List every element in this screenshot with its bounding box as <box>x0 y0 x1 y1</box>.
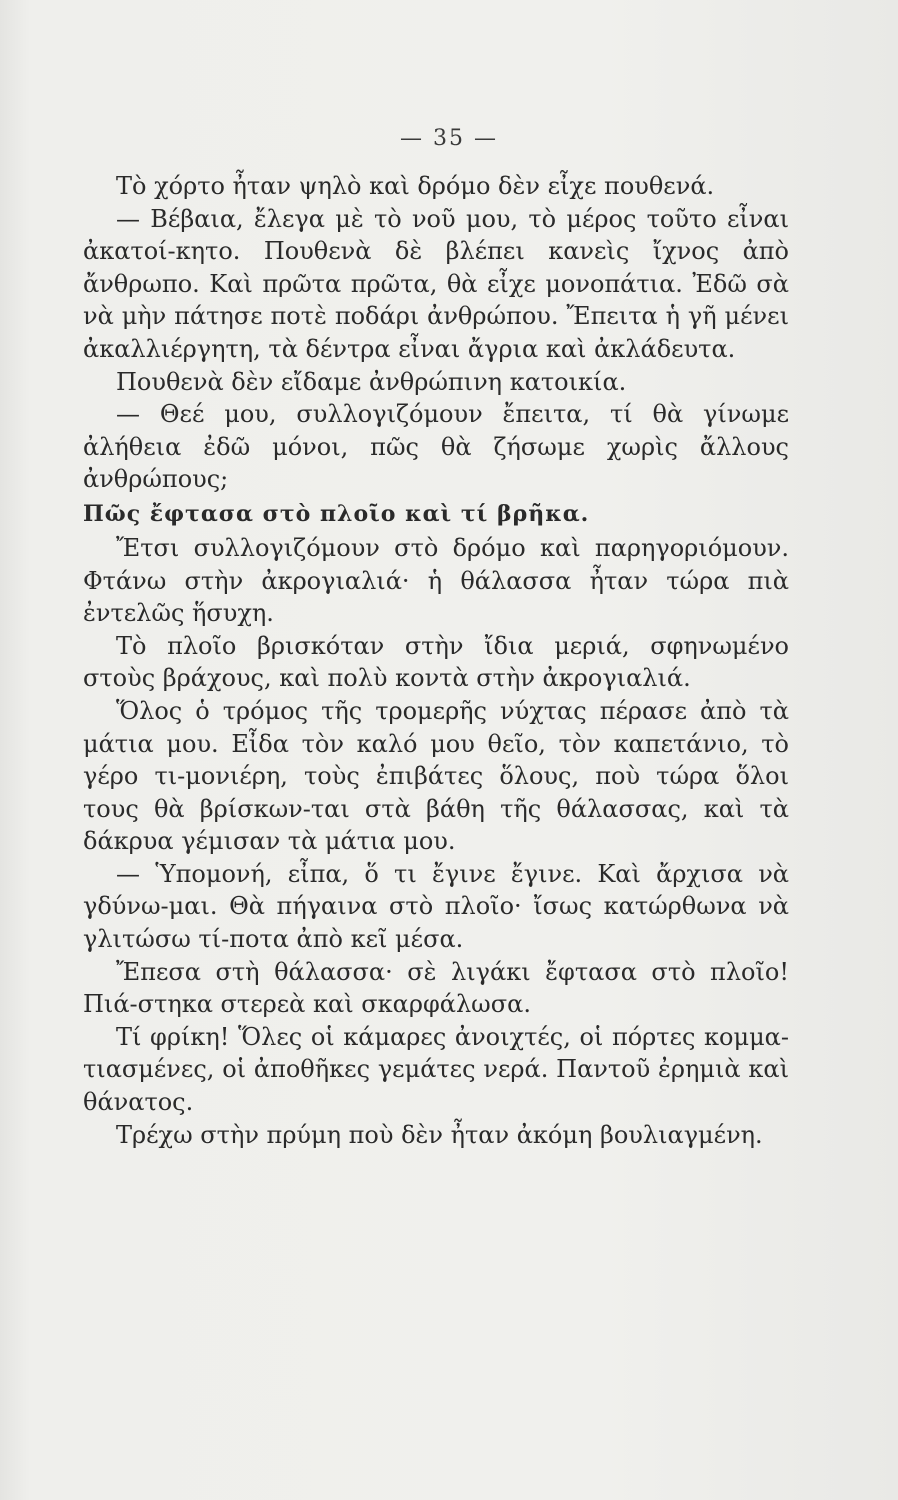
paragraph: Πουθενὰ δὲν εἴδαμε ἀνθρώπινη κατοικία. <box>116 367 627 396</box>
paragraph: — Βέβαια, ἔλεγα μὲ τὸ νοῦ μου, τὸ μέρος τοῦτο εἶναι ἀκατοί-κητο. Πουθενὰ δὲ βλέπει κανεὶς ἴχνος ἀπὸ ἄνθρωπο. Καὶ πρῶτα πρῶτα, θὰ εἶχε μονοπάτια. Ἐδῶ σὰ νὰ μὴν πάτησε ποτὲ ποδάρι ἀνθρώπου. Ἔπειτα ἡ γῆ μένει ἀκαλλιέργητη, τὰ δέντρα εἶναι ἄγρια καὶ ἀκλάδευτα. <box>83 204 789 363</box>
page-number: — 35 — <box>400 126 498 151</box>
section-heading: Πῶς ἔφτασα στὸ πλοῖο καὶ τί βρῆκα. <box>83 500 590 527</box>
paragraph: Τὸ χόρτο ἦταν ψηλὸ καὶ δρόμο δὲν εἶχε πουθενά. <box>116 172 715 200</box>
paragraph: — Θεέ μου, συλλογιζόμουν ἔπειτα, τί θὰ γίνωμε ἀλήθεια ἐδῶ μόνοι, πῶς θὰ ζήσωμε χωρὶς ἄλλους ἀνθρώπους; <box>83 400 789 494</box>
paragraph: Ἔπεσα στὴ θάλασσα· σὲ λιγάκι ἔφτασα στὸ πλοῖο! Πιά-στηκα στερεὰ καὶ σκαρφάλωσα. <box>83 957 789 1019</box>
paragraph: Ἔτσι συλλογιζόμουν στὸ δρόμο καὶ παρηγοριόμουν. Φτάνω στὴν ἀκρογιαλιά· ἡ θάλασσα ἦταν τώρα πιὰ ἐντελῶς ἥσυχη. <box>83 533 789 628</box>
paragraph: Τὸ πλοῖο βρισκόταν στὴν ἴδια μεριά, σφηνωμένο στοὺς βράχους, καὶ πολὺ κοντὰ στὴν ἀκρογιαλιά. <box>83 631 789 693</box>
paragraph: Ὅλος ὁ τρόμος τῆς τρομερῆς νύχτας πέρασε ἀπὸ τὰ μάτια μου. Εἶδα τὸν καλό μου θεῖο, τὸν καπετάνιο, τὸ γέρο τι-μονιέρη, τοὺς ἐπιβάτες ὅλους, ποὺ τώρα ὅλοι τους θὰ βρίσκων-ται στὰ βάθη τῆς θάλασσας, καὶ τὰ δάκρυα γέμισαν τὰ μάτια μου. <box>83 696 789 856</box>
page-text <box>83 170 789 1151</box>
paragraph: — Ὑπομονή, εἶπα, ὅ τι ἔγινε ἔγινε. Καὶ ἄρχισα νὰ γδύνω-μαι. Θὰ πήγαινα στὸ πλοῖο· ἴσως κατώρθωνα νὰ γλιτώσω τί-ποτα ἀπὸ κεῖ μέσα. <box>83 859 789 954</box>
paragraph: Τί φρίκη! Ὅλες οἱ κάμαρες ἀνοιχτές, οἱ πόρτες κομμα-τιασμένες, οἱ ἀποθῆκες γεμάτες νερά. Παντοῦ ἐρημιὰ καὶ θάνατος. <box>83 1022 789 1117</box>
paragraph: Τρέχω στὴν πρύμη ποὺ δὲν ἦταν ἀκόμη βουλιαγμένη. <box>116 1120 763 1149</box>
